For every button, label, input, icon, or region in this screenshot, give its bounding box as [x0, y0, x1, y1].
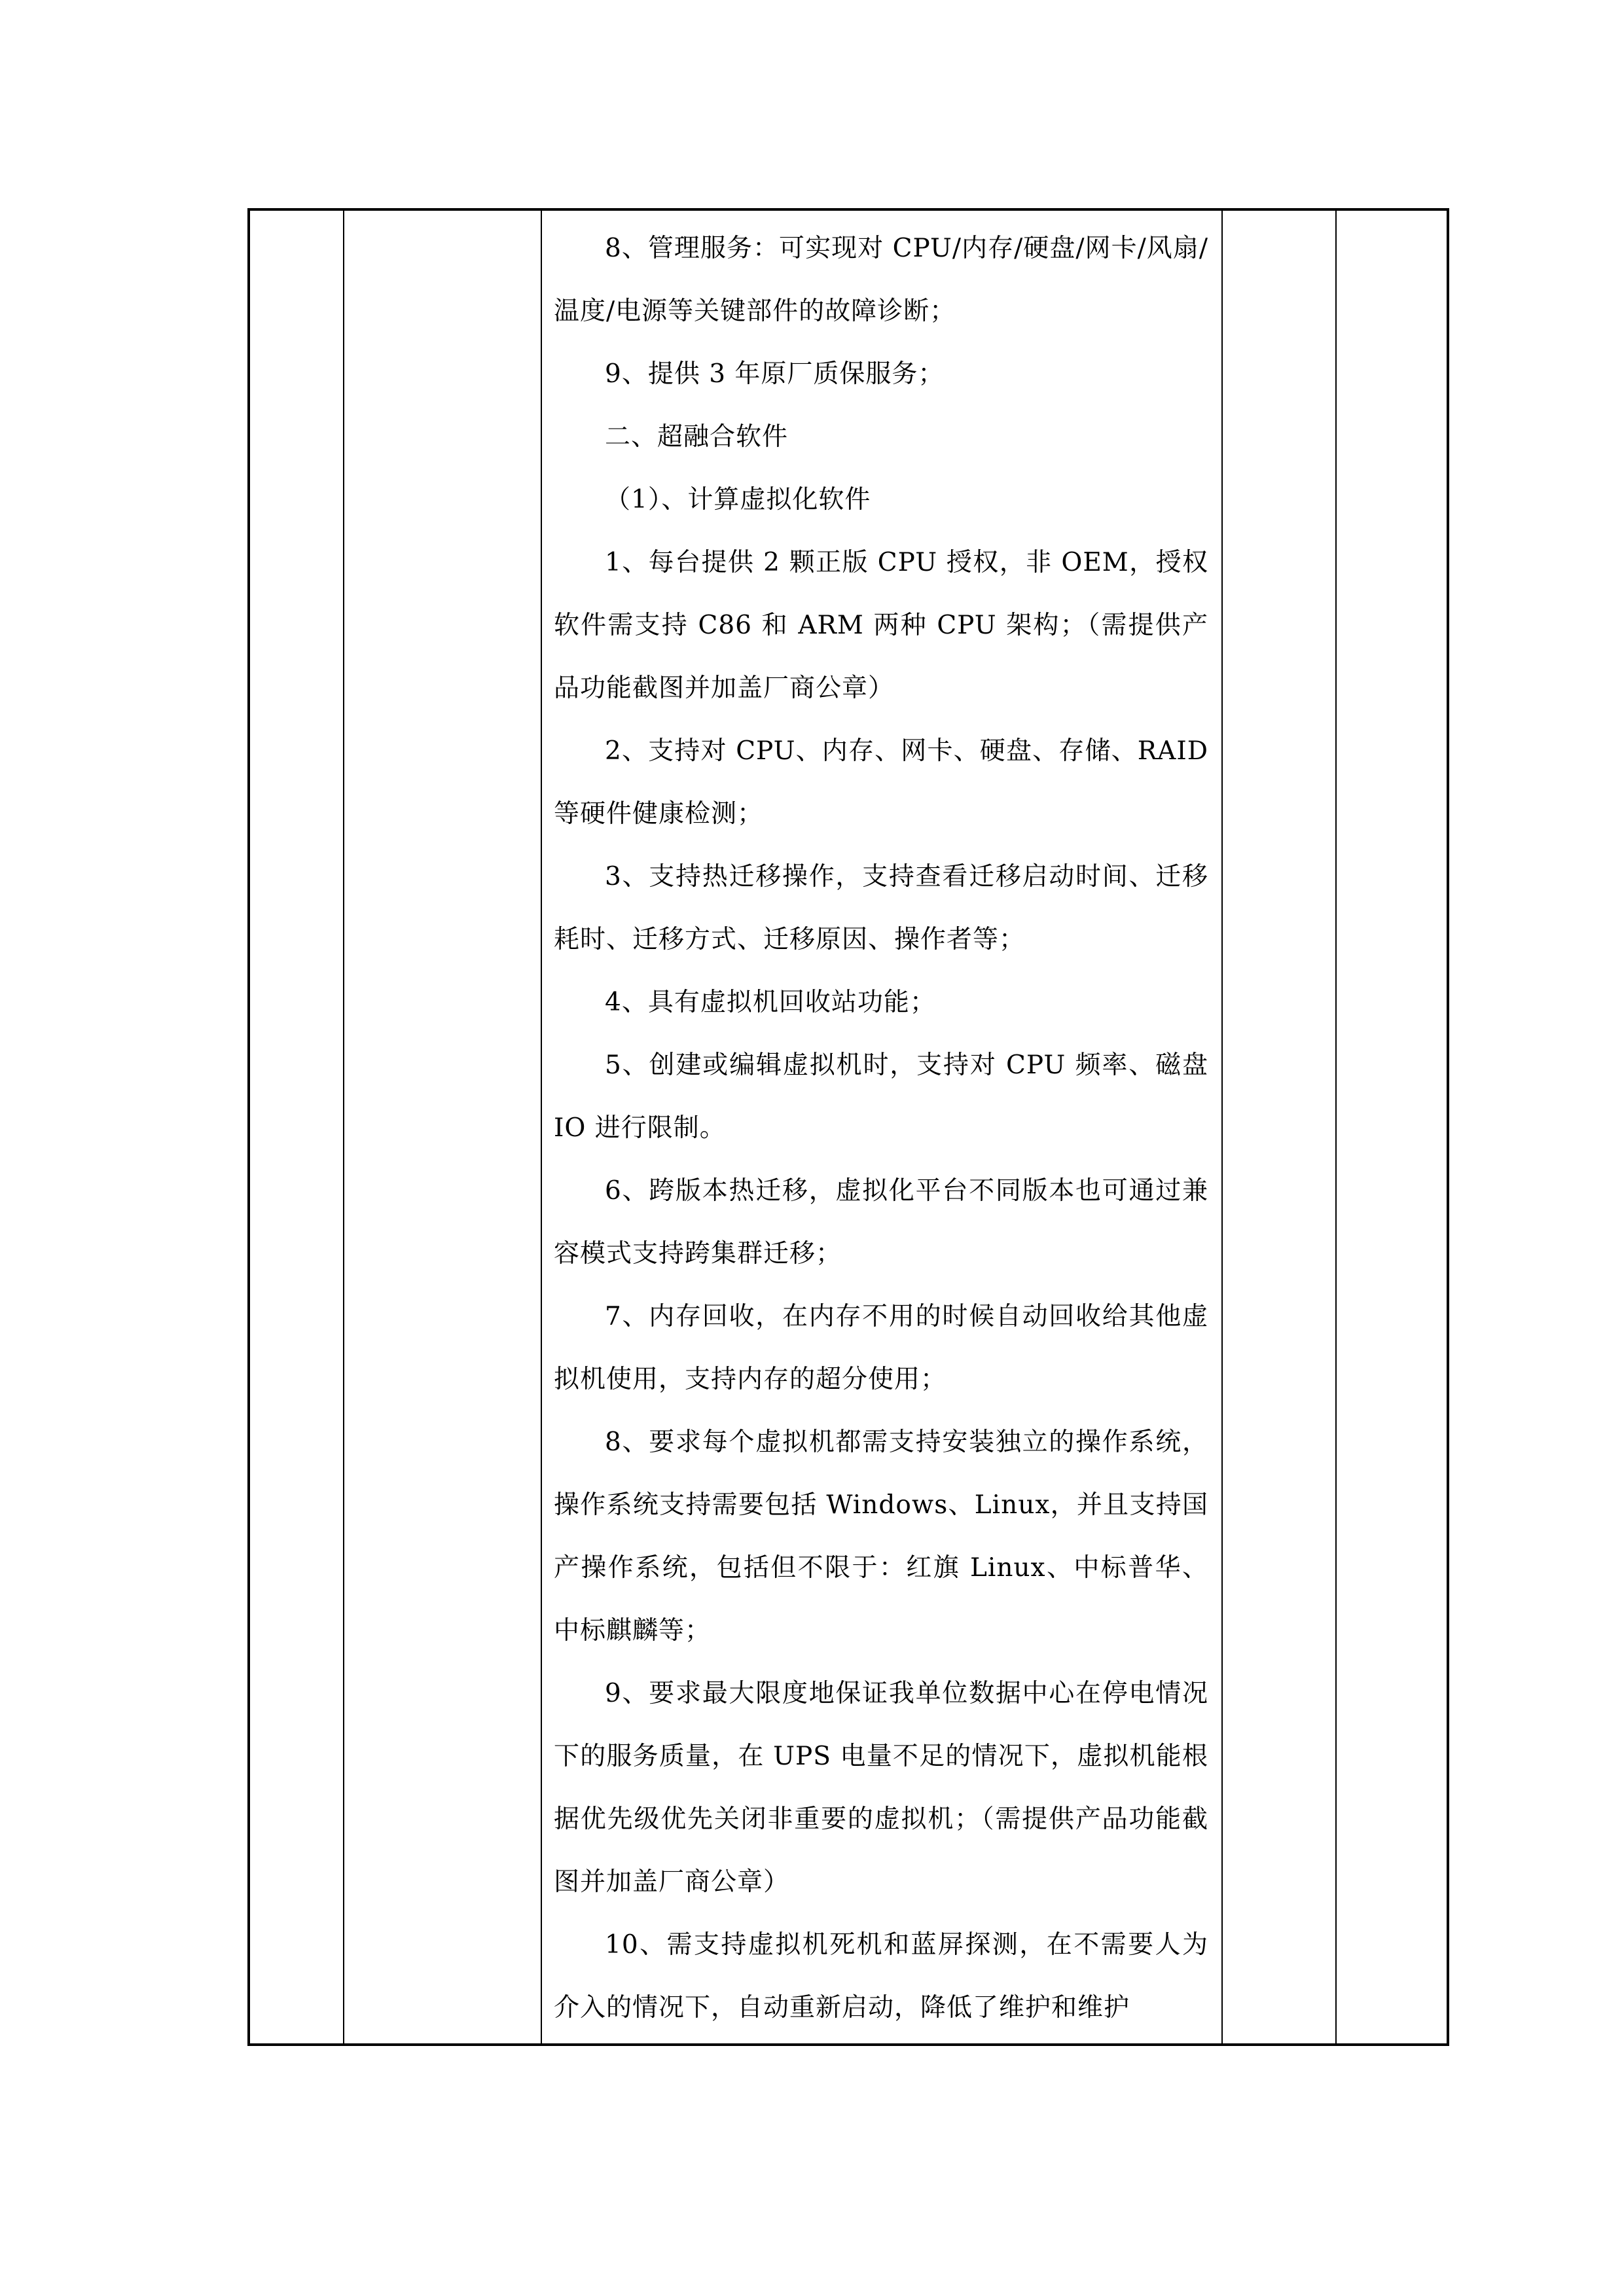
- column-divider-1: [343, 208, 344, 2046]
- spec-item: 10、需支持虚拟机死机和蓝屏探测，在不需要人为介入的情况下，自动重新启动，降低了维护和维护: [554, 1930, 1208, 2022]
- spec-item: 7、内存回收，在内存不用的时候自动回收给其他虚拟机使用，支持内存的超分使用；: [554, 1302, 1208, 1394]
- column-divider-4: [1335, 208, 1337, 2046]
- spec-item: 6、跨版本热迁移，虚拟化平台不同版本也可通过兼容模式支持跨集群迁移；: [554, 1176, 1208, 1268]
- spec-item: 3、支持热迁移操作，支持查看迁移启动时间、迁移耗时、迁移方式、迁移原因、操作者等；: [554, 862, 1208, 954]
- spec-item: 4、具有虚拟机回收站功能；: [605, 988, 936, 1017]
- spec-item: 1、每台提供 2 颗正版 CPU 授权，非 OEM，授权软件需支持 C86 和 ARM 两种 CPU 架构；（需提供产品功能截图并加盖厂商公章）: [554, 548, 1208, 703]
- spec-item: 8、要求每个虚拟机都需支持安装独立的操作系统，操作系统支持需要包括 Windows、Linux，并且支持国产操作系统，包括但不限于：红旗 Linux、中标普华、中标麒麟等；: [554, 1427, 1208, 1645]
- spec-content-cell: [554, 208, 1208, 2046]
- spec-item: 9、提供 3 年原厂质保服务；: [605, 359, 945, 389]
- column-divider-2: [541, 208, 542, 2046]
- spec-item: 8、管理服务：可实现对 CPU/内存/硬盘/网卡/风扇/温度/电源等关键部件的故障诊断；: [554, 234, 1208, 326]
- spec-item: 5、创建或编辑虚拟机时，支持对 CPU 频率、磁盘 IO 进行限制。: [554, 1050, 1208, 1143]
- section-heading: 二、超融合软件: [605, 422, 789, 452]
- subsection-heading: （1）、计算虚拟化软件: [605, 485, 871, 514]
- spec-item: 2、支持对 CPU、内存、网卡、硬盘、存储、RAID 等硬件健康检测；: [554, 736, 1208, 829]
- column-divider-3: [1221, 208, 1223, 2046]
- spec-item: 9、要求最大限度地保证我单位数据中心在停电情况下的服务质量，在 UPS 电量不足的情况下，虚拟机能根据优先级优先关闭非重要的虚拟机；（需提供产品功能截图并加盖厂商公章）: [554, 1679, 1208, 1897]
